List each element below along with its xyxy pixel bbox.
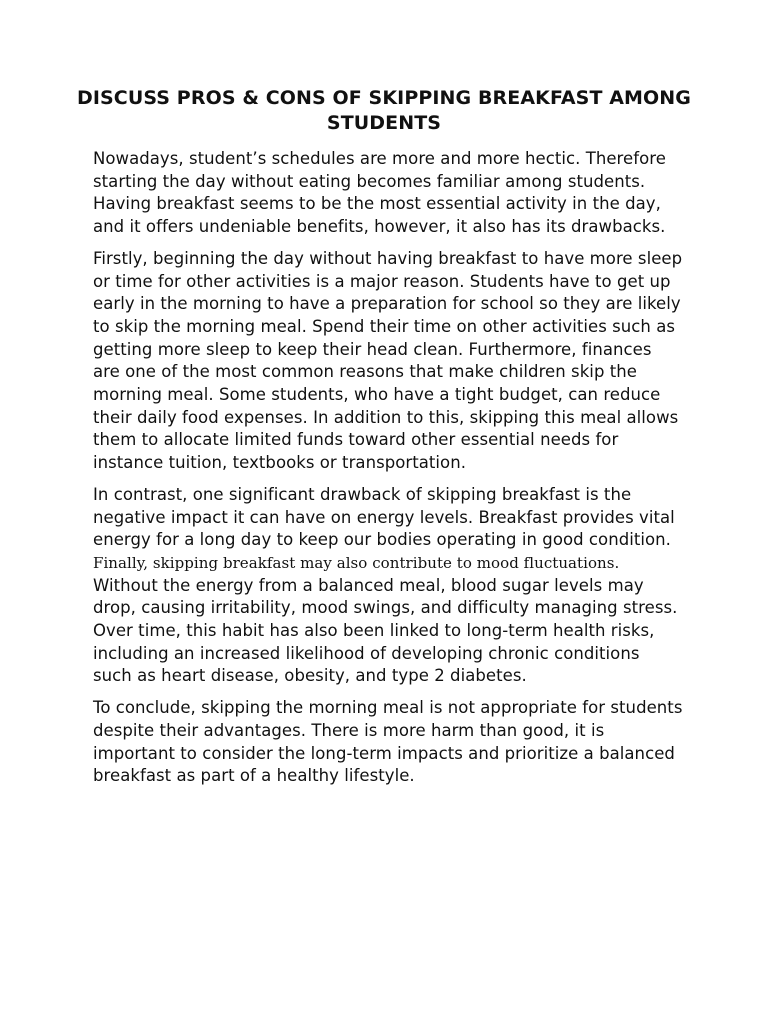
paragraph-cons-text-1: In contrast, one significant drawback of skipping breakfast is the negative impact it can have on energy levels. Breakfast provides vital energy for a long day to keep our bodies operating in good condition. [93, 484, 675, 550]
paragraph-cons-text-3: Without the energy from a balanced meal, blood sugar levels may drop, causing irritability, mood swings, and difficulty managing stress. Over time, this habit has also been linked to long-term health risks, including an increased likelihood of developing chronic conditions such as heart disease, obesity, and type 2 diabetes. [93, 575, 678, 686]
document-body [93, 148, 683, 797]
paragraph-pros: Firstly, beginning the day without having breakfast to have more sleep or time for other activities is a major reason. Students have to get up early in the morning to have a preparation for school so they are likely to skip the morning meal. Spend their time on other activities such as getting more sleep to keep their head clean. Furthermore, finances are one of the most common reasons that make children skip the morning meal. Some students, who have a tight budget, can reduce their daily food expenses. In addition to this, skipping this meal allows them to allocate limited funds toward other essential needs for instance tuition, textbooks or transportation. [93, 248, 683, 473]
document-title: DISCUSS PROS & CONS OF SKIPPING BREAKFAST AMONG STUDENTS [76, 87, 691, 134]
paragraph-introduction: Nowadays, student’s schedules are more and more hectic. Therefore starting the day without eating becomes familiar among students. Having breakfast seems to be the most essential activity in the day, and it offers undeniable benefits, however, it also has its drawbacks. [93, 149, 666, 237]
paragraph-cons-text-2: Finally, skipping breakfast may also contribute to mood fluctuations. [93, 553, 620, 572]
paragraph-conclusion: To conclude, skipping the morning meal is not appropriate for students despite their advantages. There is more harm than good, it is important to consider the long-term impacts and prioritize a balanced breakfast as part of a healthy lifestyle. [93, 698, 683, 786]
paragraph-cons [93, 484, 683, 688]
